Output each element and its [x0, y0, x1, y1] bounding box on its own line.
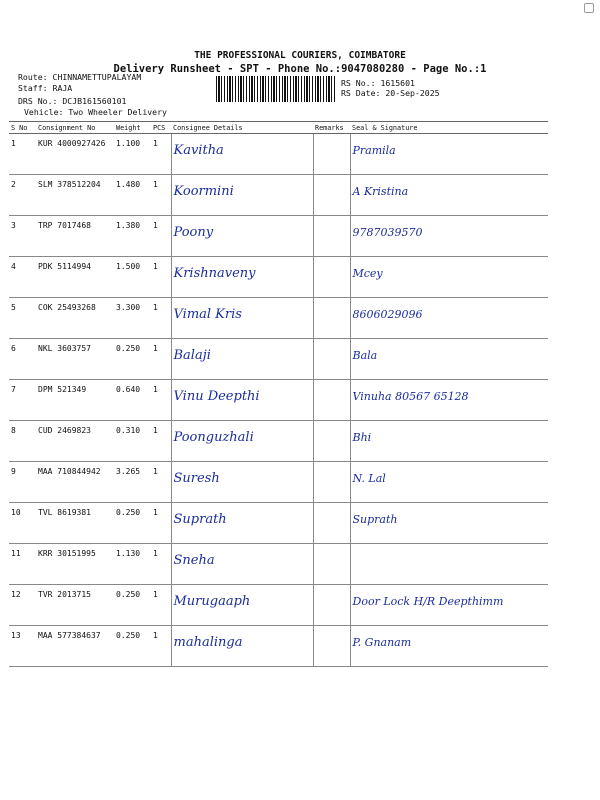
- cell-pcs: 1: [151, 380, 171, 421]
- cell-signature-text: N. Lal: [352, 472, 386, 485]
- cell-consignee: [171, 421, 313, 462]
- cell-weight: 0.640: [114, 380, 151, 421]
- cell-signature-text: Bala: [352, 349, 378, 362]
- table-row: [9, 503, 548, 544]
- cell-pcs: 1: [151, 175, 171, 216]
- cell-consignment: MAA 577384637: [36, 626, 114, 667]
- cell-consignee-text: Suprath: [173, 512, 227, 527]
- table-header-row: [9, 122, 548, 134]
- cell-remarks: [313, 134, 350, 175]
- cell-pcs: 1: [151, 585, 171, 626]
- cell-consignee: [171, 626, 313, 667]
- route-line: [18, 72, 141, 83]
- cell-sno: 8: [9, 421, 36, 462]
- cell-consignee-text: Vinu Deepthi: [173, 389, 260, 404]
- col-header-consignee: Consignee Details: [171, 122, 313, 134]
- cell-sno: 7: [9, 380, 36, 421]
- cell-signature-text: Door Lock H/R Deepthimm: [352, 595, 504, 608]
- cell-consignment: PDK 5114994: [36, 257, 114, 298]
- vehicle-value: Two Wheeler Delivery: [68, 107, 167, 117]
- cell-consignment: KRR 30151995: [36, 544, 114, 585]
- staff-label: Staff:: [18, 83, 48, 93]
- cell-pcs: 1: [151, 503, 171, 544]
- rs-no-value: 1615601: [380, 78, 415, 88]
- cell-pcs: 1: [151, 216, 171, 257]
- cell-remarks: [313, 626, 350, 667]
- rs-date-label: RS Date:: [341, 88, 381, 98]
- cell-consignee: [171, 339, 313, 380]
- cell-sno: 3: [9, 216, 36, 257]
- cell-signature: [350, 380, 548, 421]
- cell-consignee: [171, 462, 313, 503]
- cell-consignee-text: Poony: [173, 225, 214, 240]
- cell-consignment: TRP 7017468: [36, 216, 114, 257]
- page-corner-mark: [584, 3, 594, 13]
- cell-signature: [350, 421, 548, 462]
- cell-remarks: [313, 544, 350, 585]
- cell-consignee: [171, 503, 313, 544]
- cell-sno: 1: [9, 134, 36, 175]
- cell-weight: 0.250: [114, 339, 151, 380]
- cell-pcs: 1: [151, 298, 171, 339]
- cell-signature-text: Suprath: [352, 513, 398, 526]
- drs-value: DCJB161560101: [62, 96, 127, 106]
- col-header-remarks: Remarks: [313, 122, 350, 134]
- cell-weight: 1.130: [114, 544, 151, 585]
- cell-signature: [350, 216, 548, 257]
- rs-date-line: [341, 88, 440, 99]
- cell-remarks: [313, 585, 350, 626]
- cell-remarks: [313, 380, 350, 421]
- cell-pcs: 1: [151, 544, 171, 585]
- cell-consignee-text: Sneha: [173, 553, 215, 568]
- cell-consignment: MAA 710844942: [36, 462, 114, 503]
- cell-pcs: 1: [151, 626, 171, 667]
- route-value: CHINNAMETTUPALAYAM: [52, 72, 142, 82]
- runsheet-table: [9, 121, 548, 667]
- cell-pcs: 1: [151, 257, 171, 298]
- cell-weight: 0.310: [114, 421, 151, 462]
- runsheet-title: Delivery Runsheet - SPT - Phone No.:9047080280 - Page No.:1: [113, 63, 487, 75]
- cell-sno: 11: [9, 544, 36, 585]
- barcode: [216, 76, 335, 102]
- drs-line: [18, 96, 126, 107]
- table-row: [9, 339, 548, 380]
- rs-no-label: RS No.:: [341, 78, 376, 88]
- cell-consignee: [171, 257, 313, 298]
- cell-consignment: TVR 2013715: [36, 585, 114, 626]
- company-title: THE PROFESSIONAL COURIERS, COIMBATORE: [194, 50, 406, 61]
- cell-pcs: 1: [151, 462, 171, 503]
- cell-consignment: NKL 3603757: [36, 339, 114, 380]
- cell-signature: [350, 585, 548, 626]
- cell-consignee: [171, 585, 313, 626]
- cell-signature-text: Mcey: [352, 267, 383, 280]
- cell-signature: [350, 339, 548, 380]
- cell-signature-text: 9787039570: [352, 226, 423, 239]
- cell-consignee-text: Balaji: [173, 348, 211, 363]
- staff-value: RAJA: [52, 83, 73, 93]
- cell-consignee: [171, 175, 313, 216]
- cell-weight: 1.500: [114, 257, 151, 298]
- cell-signature-text: 8606029096: [352, 308, 423, 321]
- cell-remarks: [313, 175, 350, 216]
- cell-signature: [350, 298, 548, 339]
- cell-sno: 2: [9, 175, 36, 216]
- table-row: [9, 421, 548, 462]
- cell-consignee-text: Suresh: [173, 471, 220, 486]
- cell-remarks: [313, 298, 350, 339]
- cell-sno: 9: [9, 462, 36, 503]
- cell-signature-text: Pramila: [352, 144, 396, 157]
- cell-sno: 4: [9, 257, 36, 298]
- cell-signature: [350, 257, 548, 298]
- cell-signature: [350, 503, 548, 544]
- cell-remarks: [313, 216, 350, 257]
- table-row: [9, 298, 548, 339]
- table-row: [9, 462, 548, 503]
- cell-weight: 0.250: [114, 503, 151, 544]
- cell-weight: 3.300: [114, 298, 151, 339]
- table-row: [9, 216, 548, 257]
- cell-weight: 1.480: [114, 175, 151, 216]
- route-label: Route:: [18, 72, 48, 82]
- cell-consignee-text: Koormini: [173, 184, 234, 199]
- cell-signature-text: A Kristina: [352, 185, 409, 198]
- vehicle-line: [24, 107, 167, 118]
- cell-remarks: [313, 503, 350, 544]
- col-header-signature: Seal & Signature: [350, 122, 548, 134]
- cell-signature: [350, 462, 548, 503]
- cell-consignment: DPM 521349: [36, 380, 114, 421]
- cell-consignee: [171, 134, 313, 175]
- cell-consignee-text: Murugaaph: [173, 594, 251, 609]
- cell-consignment: KUR 4000927426: [36, 134, 114, 175]
- cell-sno: 13: [9, 626, 36, 667]
- cell-signature-text: Vinuha 80567 65128: [352, 390, 469, 403]
- cell-remarks: [313, 462, 350, 503]
- cell-sno: 6: [9, 339, 36, 380]
- table-row: [9, 134, 548, 175]
- cell-weight: 0.250: [114, 626, 151, 667]
- cell-weight: 0.250: [114, 585, 151, 626]
- rs-date-value: 20-Sep-2025: [385, 88, 440, 98]
- col-header-weight: Weight: [114, 122, 151, 134]
- cell-consignment: SLM 378512204: [36, 175, 114, 216]
- cell-signature-text: Bhi: [352, 431, 372, 444]
- col-header-sno: S No: [9, 122, 36, 134]
- cell-pcs: 1: [151, 134, 171, 175]
- cell-consignee: [171, 380, 313, 421]
- cell-consignee: [171, 544, 313, 585]
- cell-consignment: CUD 2469823: [36, 421, 114, 462]
- drs-label: DRS No.:: [18, 96, 58, 106]
- cell-pcs: 1: [151, 339, 171, 380]
- table-row: [9, 380, 548, 421]
- vehicle-label: Vehicle:: [24, 107, 64, 117]
- cell-signature: [350, 134, 548, 175]
- table-row: [9, 544, 548, 585]
- cell-consignee-text: Krishnaveny: [173, 266, 256, 281]
- cell-signature: [350, 544, 548, 585]
- cell-weight: 1.380: [114, 216, 151, 257]
- cell-consignee-text: mahalinga: [173, 635, 243, 650]
- cell-sno: 10: [9, 503, 36, 544]
- cell-consignment: COK 25493268: [36, 298, 114, 339]
- cell-consignee-text: Kavitha: [173, 143, 224, 158]
- cell-remarks: [313, 257, 350, 298]
- cell-pcs: 1: [151, 421, 171, 462]
- cell-consignee-text: Poonguzhali: [173, 430, 254, 445]
- cell-remarks: [313, 339, 350, 380]
- cell-signature: [350, 626, 548, 667]
- cell-signature: [350, 175, 548, 216]
- cell-remarks: [313, 421, 350, 462]
- col-header-pcs: PCS: [151, 122, 171, 134]
- cell-consignee: [171, 298, 313, 339]
- table-row: [9, 257, 548, 298]
- cell-weight: 1.100: [114, 134, 151, 175]
- cell-signature-text: P. Gnanam: [352, 636, 412, 649]
- col-header-consignment: Consignment No: [36, 122, 114, 134]
- table-row: [9, 626, 548, 667]
- cell-sno: 12: [9, 585, 36, 626]
- staff-line: [18, 83, 72, 94]
- cell-consignee: [171, 216, 313, 257]
- cell-weight: 3.265: [114, 462, 151, 503]
- table-row: [9, 175, 548, 216]
- cell-sno: 5: [9, 298, 36, 339]
- cell-consignment: TVL 8619381: [36, 503, 114, 544]
- table-row: [9, 585, 548, 626]
- cell-consignee-text: Vimal Kris: [173, 307, 242, 322]
